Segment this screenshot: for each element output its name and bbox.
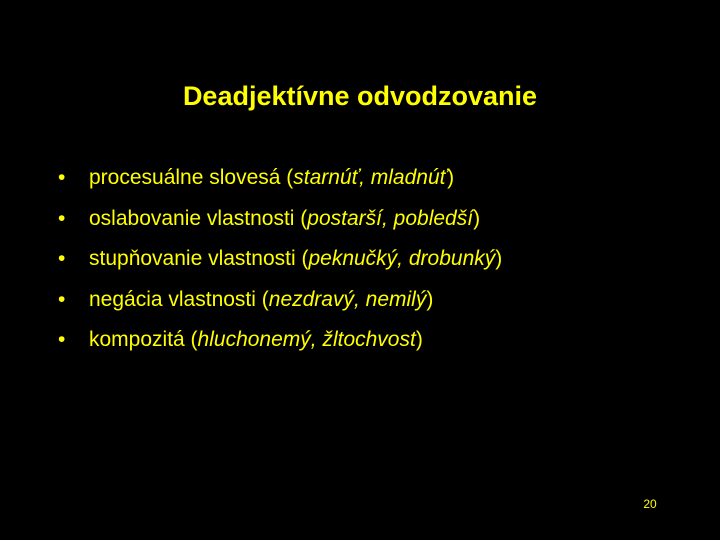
- bullet-icon: [58, 201, 89, 237]
- bullet-item-oslabovanie-vlastnosti: [58, 201, 502, 242]
- bullet-examples: nezdravý, nemilý: [268, 287, 427, 311]
- bullet-close-paren: ): [415, 328, 423, 351]
- bullet-item-negacia-vlastnosti: [58, 282, 502, 323]
- bullet-label: stupňovanie vlastnosti (: [89, 247, 309, 270]
- bullet-item-stupnovanie-vlastnosti: [58, 241, 502, 282]
- bullet-examples: hluchonemý, žltochvost: [197, 328, 416, 351]
- bullet-close-paren: ): [426, 287, 434, 311]
- bullet-text: [89, 322, 423, 358]
- bullet-label: kompozitá (: [89, 328, 198, 351]
- bullet-close-paren: ): [473, 206, 481, 230]
- bullet-close-paren: ): [495, 247, 503, 270]
- bullet-examples: starnúť, mladnúť: [293, 166, 448, 189]
- bullet-icon: [58, 322, 89, 358]
- bullet-label: procesuálne slovesá (: [89, 166, 294, 189]
- slide-title: Deadjektívne odvodzovanie: [182, 81, 538, 111]
- bullet-item-procesualne-slovesa: [58, 160, 502, 201]
- bullet-label: negácia vlastnosti (: [89, 287, 269, 311]
- bullet-icon: [58, 282, 89, 318]
- bullet-label: oslabovanie vlastnosti (: [89, 206, 308, 230]
- bullet-item-kompozita: [58, 322, 502, 363]
- bullet-list: [58, 160, 502, 363]
- bullet-icon: [58, 241, 89, 277]
- bullet-icon: [58, 160, 89, 196]
- bullet-text: [89, 282, 433, 318]
- bullet-text: [89, 160, 454, 196]
- bullet-text: [89, 201, 480, 237]
- bullet-close-paren: ): [447, 166, 455, 189]
- bullet-examples: peknučký, drobunký: [308, 247, 496, 270]
- bullet-text: [89, 241, 502, 277]
- page-number: 20: [643, 497, 657, 511]
- bullet-examples: postarší, pobledší: [307, 206, 474, 230]
